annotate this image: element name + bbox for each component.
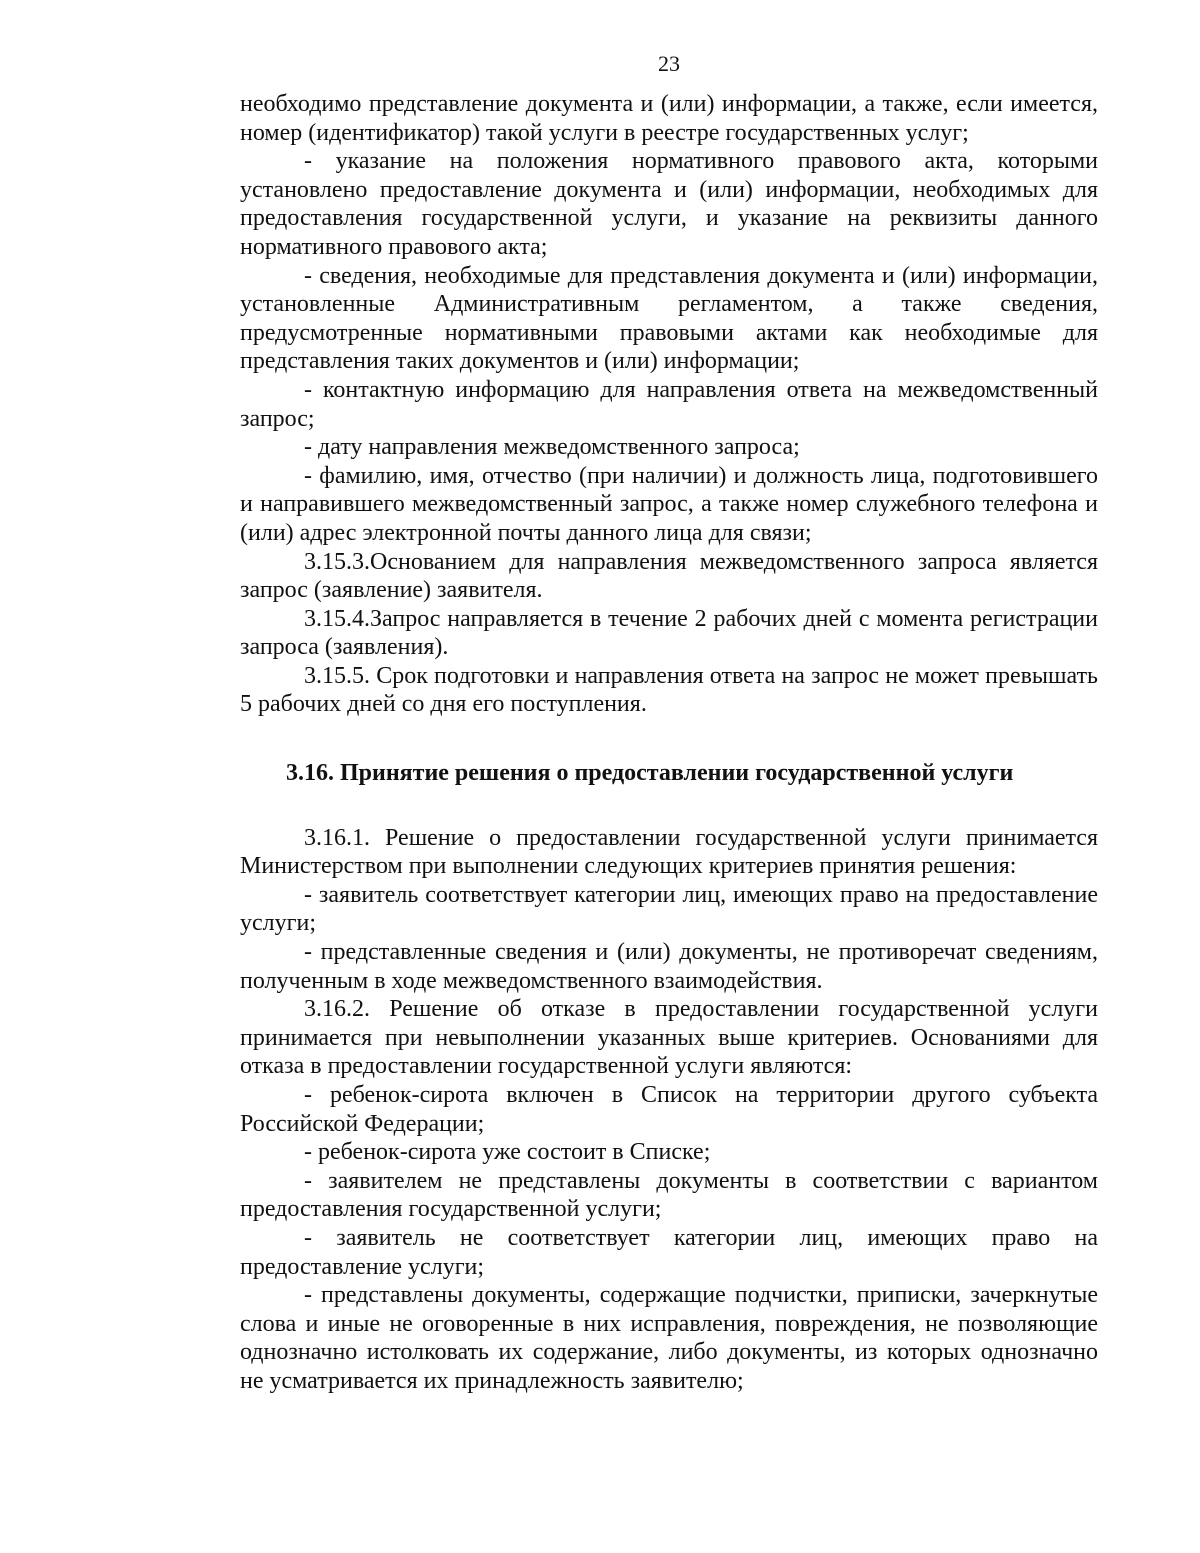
paragraph-q6: - ребенок-сирота уже состоит в Списке; xyxy=(304,1139,711,1166)
paragraph-q7: - заявителем не представлены документы в соответствии с вариантом предоставления государственной услуги; xyxy=(240,1167,1098,1223)
paragraphs-after xyxy=(240,824,1098,1396)
paragraph-q1: 3.16.1. Решение о предоставлении государственной услуги принимается Министерством при выполнении следующих критериев принятия решения: xyxy=(240,824,1098,880)
paragraph-q2: - заявитель соответствует категории лиц, имеющих право на предоставление услуги; xyxy=(240,881,1098,937)
paragraph-q4: 3.16.2. Решение об отказе в предоставлении государственной услуги принимается при невыполнении указанных выше критериев. Основаниями для отказа в предоставлении государственной услуги являются: xyxy=(240,996,1098,1080)
paragraph-p7: 3.15.3.Основанием для направления межведомственного запроса является запрос (заявление) заявителя. xyxy=(240,548,1098,604)
page-number: 23 xyxy=(658,51,680,76)
paragraph-q3: - представленные сведения и (или) документы, не противоречат сведениям, полученным в ходе межведомственного взаимодействия. xyxy=(240,939,1098,994)
paragraph-q5: - ребенок-сирота включен в Список на территории другого субъекта Российской Федерации; xyxy=(240,1082,1098,1137)
document-body xyxy=(240,90,1098,1396)
paragraph-p6: - фамилию, имя, отчество (при наличии) и должность лица, подготовившего и направившего межведомственный запрос, а также номер служебного телефона и (или) адрес электронной почты данного лица для связи; xyxy=(240,462,1098,546)
section-heading: 3.16. Принятие решения о предоставлении государственной услуги xyxy=(286,760,1014,787)
paragraph-p2: - указание на положения нормативного правового акта, которыми установлено предоставление документа и (или) информации, необходимых для предоставления государственной услуги, и указание на реквизиты данного нормативного правового акта; xyxy=(240,148,1098,260)
paragraph-p9: 3.15.5. Срок подготовки и направления ответа на запрос не может превышать 5 рабочих дней со дня его поступления. xyxy=(240,662,1098,718)
paragraph-p3: - сведения, необходимые для представления документа и (или) информации, установленные Административным регламентом, а также сведения, предусмотренные нормативными правовыми актами как необходимые для представления таких документов и (или) информации; xyxy=(240,262,1098,375)
paragraph-p1: необходимо представление документа и (или) информации, а также, если имеется, номер (идентификатор) такой услуги в реестре государственных услуг; xyxy=(240,91,1098,146)
paragraph-p4: - контактную информацию для направления ответа на межведомственный запрос; xyxy=(240,376,1098,432)
paragraphs-before xyxy=(240,90,1098,719)
paragraph-q8: - заявитель не соответствует категории лиц, имеющих право на предоставление услуги; xyxy=(240,1224,1098,1280)
paragraph-p8: 3.15.4.Запрос направляется в течение 2 рабочих дней с момента регистрации запроса (заявления). xyxy=(240,605,1098,661)
paragraph-p5: - дату направления межведомственного запроса; xyxy=(304,434,800,461)
paragraph-q9: - представлены документы, содержащие подчистки, приписки, зачеркнутые слова и иные не оговоренные в них исправления, повреждения, не позволяющие однозначно истолковать их содержание, либо документы, из которых однозначно не усматривается их принадлежность заявителю; xyxy=(240,1282,1098,1394)
